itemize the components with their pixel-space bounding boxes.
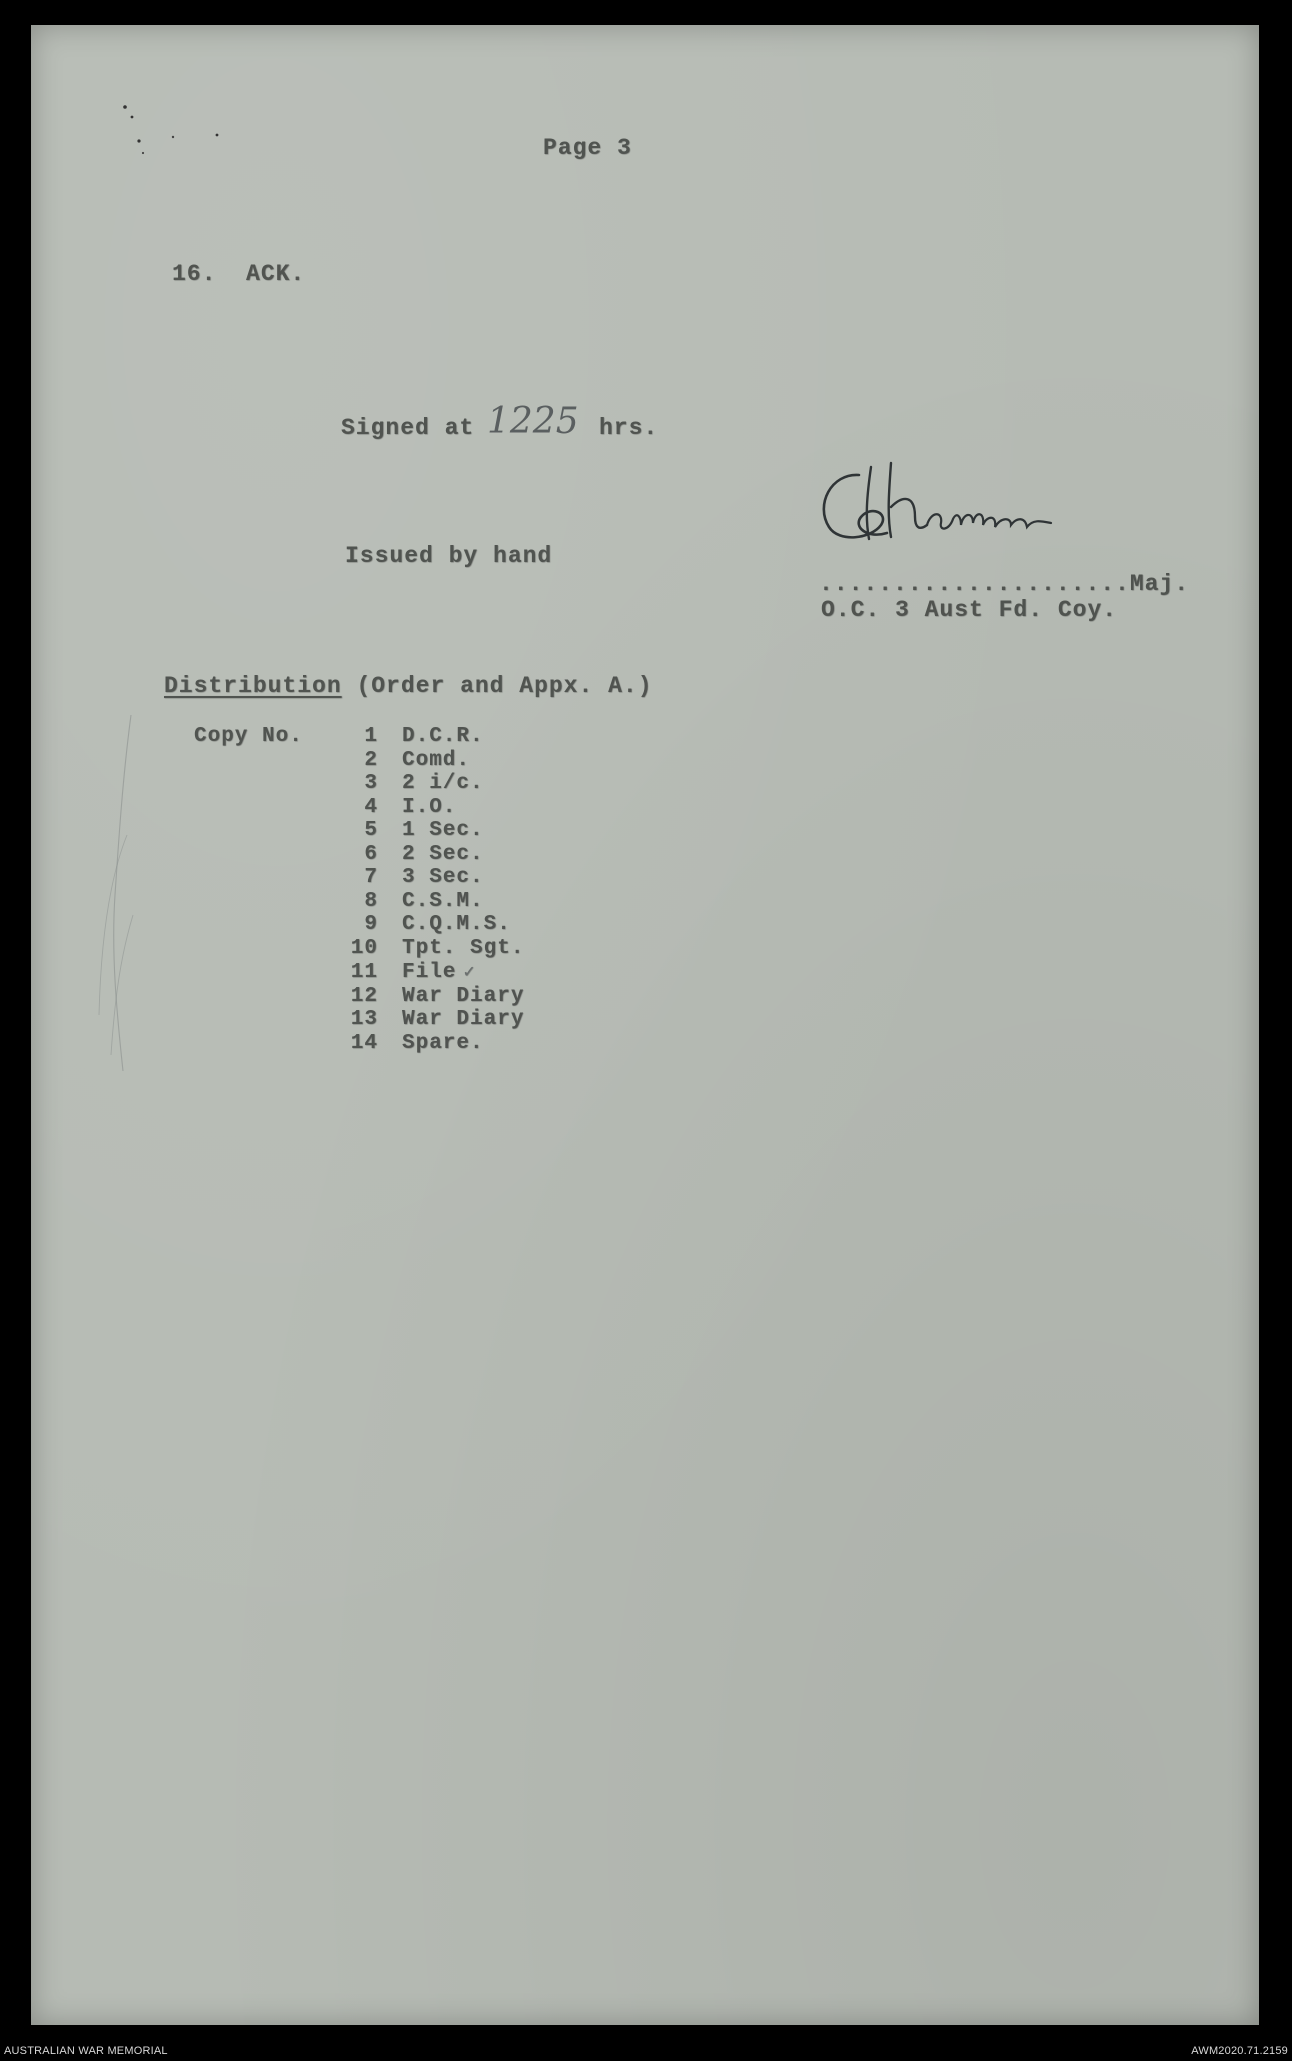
copy-recipient: Comd. <box>402 748 471 772</box>
distribution-row <box>194 913 602 937</box>
copy-number: 14 <box>350 1031 378 1055</box>
copy-recipient: Tpt. Sgt. <box>402 936 525 960</box>
copy-number: 10 <box>350 936 378 960</box>
copy-recipient <box>402 960 602 985</box>
copy-number: 8 <box>364 889 378 913</box>
distribution-heading <box>164 673 653 699</box>
copy-recipient: C.Q.M.S. <box>402 913 511 936</box>
margin-pencil-marks <box>71 715 161 1075</box>
item-16-ack: 16. ACK. <box>172 261 306 287</box>
copy-recipient: Spare. <box>402 1031 484 1055</box>
handwritten-signature <box>811 455 1061 565</box>
copy-number: 12 <box>350 984 378 1008</box>
distribution-row <box>194 960 602 985</box>
footer-right-id: AWM2020.71.2159 <box>1191 2045 1288 2057</box>
distribution-row <box>194 937 602 961</box>
copy-number: 5 <box>364 819 378 842</box>
copy-recipient: D.C.R. <box>402 725 484 748</box>
distribution-row <box>194 843 602 867</box>
distribution-row <box>194 772 602 796</box>
signed-hrs-label: hrs. <box>599 415 659 441</box>
copy-recipient: 1 Sec. <box>402 819 484 842</box>
document-page <box>31 25 1259 2025</box>
copy-number: 11 <box>350 960 378 984</box>
distribution-row <box>194 890 602 914</box>
distribution-list <box>194 725 602 1055</box>
paper-specks <box>119 103 239 183</box>
signature-line: .....................Maj. <box>819 571 1190 597</box>
distribution-row <box>194 819 602 843</box>
distribution-row <box>194 985 602 1009</box>
distribution-subheading: (Order and Appx. A.) <box>356 673 653 699</box>
copy-recipient: 3 Sec. <box>402 866 484 889</box>
distribution-row <box>194 866 602 890</box>
distribution-heading-label: Distribution <box>164 673 342 699</box>
issued-by-hand: Issued by hand <box>345 543 553 569</box>
distribution-row <box>194 1032 602 1056</box>
copy-no-label: Copy No. <box>194 725 303 748</box>
footer-left-credit: AUSTRALIAN WAR MEMORIAL <box>4 2045 168 2057</box>
distribution-row <box>194 749 602 773</box>
distribution-row <box>194 725 602 749</box>
copy-number: 9 <box>364 913 378 936</box>
copy-recipient: War Diary <box>402 1008 525 1031</box>
copy-number: 2 <box>364 748 378 772</box>
copy-number: 4 <box>364 795 378 819</box>
copy-number: 3 <box>364 772 378 795</box>
copy-recipient: C.S.M. <box>402 889 484 913</box>
copy-recipient: 2 Sec. <box>402 842 484 866</box>
pencil-tick-mark: ✓ <box>462 962 477 981</box>
copy-number: 6 <box>364 842 378 866</box>
copy-recipient: I.O. <box>402 795 457 819</box>
signed-time-handwritten: 1225 <box>487 401 579 442</box>
distribution-row <box>194 796 602 820</box>
signature-title: O.C. 3 Aust Fd. Coy. <box>821 597 1118 623</box>
page-number: Page 3 <box>543 135 632 161</box>
distribution-row <box>194 1008 602 1032</box>
copy-recipient: 2 i/c. <box>402 772 484 795</box>
copy-recipient-label: File <box>402 961 457 984</box>
copy-number: 1 <box>364 725 378 748</box>
copy-recipient: War Diary <box>402 984 525 1008</box>
copy-number: 7 <box>364 866 378 889</box>
copy-number: 13 <box>350 1008 378 1031</box>
signed-at-label: Signed at <box>341 415 475 441</box>
